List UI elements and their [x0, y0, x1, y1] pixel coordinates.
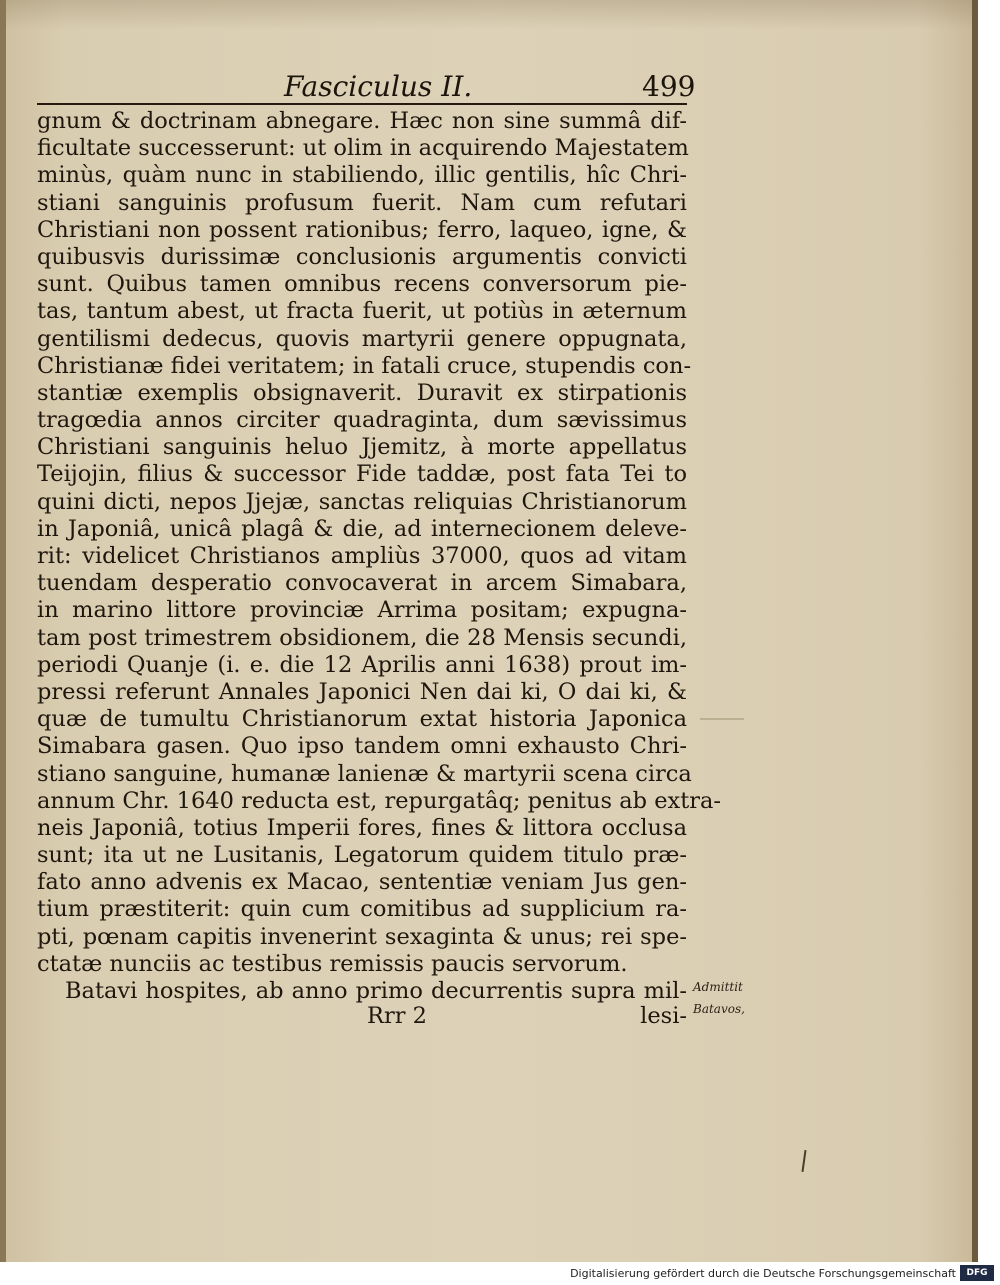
page-shadow — [6, 0, 978, 30]
text-line: pti, pœnam capitis invenerint sexaginta & unus; rei spe- — [37, 923, 687, 950]
text-line: tium præstiterit: quin cum comitibus ad supplicium ra- — [37, 896, 687, 923]
text-line: in marino littore provinciæ Arrima positam; expugna- — [37, 597, 687, 624]
text-line: gentilismi dedecus, quovis martyrii genere oppugnata, — [37, 325, 687, 352]
text-line: stiano sanguine, humanæ lanienæ & martyrii scena circa — [37, 760, 692, 787]
text-line: neis Japoniâ, totius Imperii fores, fines & littora occlusa — [37, 814, 687, 841]
marginal-note — [693, 976, 745, 1020]
text-line: Christiani non possent rationibus; ferro, laqueo, igne, & — [37, 216, 687, 243]
text-line: sunt; ita ut ne Lusitanis, Legatorum quidem titulo præ- — [37, 842, 687, 869]
text-line: pressi referunt Annales Japonici Nen dai ki, O dai ki, & — [37, 678, 687, 705]
text-line: quibusvis durissimæ conclusionis argumentis convicti — [37, 243, 687, 270]
text-line: tam post trimestrem obsidionem, die 28 Mensis secundi, — [37, 624, 687, 651]
signature-mark: Rrr 2 — [367, 1003, 427, 1029]
text-line: tuendam desperatio convocaverat in arcem Simabara, — [37, 570, 687, 597]
book-edge-right — [972, 0, 978, 1262]
page-footer — [37, 1003, 687, 1033]
text-line: annum Chr. 1640 reducta est, repurgatâq; penitus ab extra- — [37, 787, 722, 814]
marginal-note-line: Admittit — [693, 980, 743, 994]
text-line: periodi Quanje (i. e. die 12 Aprilis anni 1638) prout im- — [37, 651, 687, 678]
text-line: gnum & doctrinam abnegare. Hæc non sine summâ dif- — [37, 108, 687, 134]
catchword: lesi- — [640, 1003, 687, 1029]
text-line: Teijojin, filius & successor Fide taddæ, post fata Tei to — [37, 461, 687, 488]
running-title: Fasciculus II. — [284, 70, 473, 103]
text-line: ficultate successerunt: ut olim in acquirendo Majestatem — [37, 135, 689, 162]
text-line: ctatæ nunciis ac testibus remissis paucis servorum. — [37, 950, 628, 977]
text-line: Simabara gasen. Quo ipso tandem omni exhausto Chri- — [37, 733, 687, 760]
text-line: tragœdia annos circiter quadraginta, dum sævissimus — [37, 407, 687, 434]
text-line: quæ de tumultu Christianorum extat historia Japonica — [37, 706, 687, 733]
margin-mark — [700, 718, 744, 720]
text-line: stantiæ exemplis obsignaverit. Duravit ex stirpationis — [37, 379, 687, 406]
text-line: Christiani sanguinis heluo Jjemitz, à morte appellatus — [37, 434, 687, 461]
text-line: quini dicti, nepos Jjejæ, sanctas reliquias Christianorum — [37, 488, 687, 515]
text-line: Christianæ fidei veritatem; in fatali cruce, stupendis con- — [37, 352, 692, 379]
text-line: rit: videlicet Christianos ampliùs 37000, quos ad vitam — [37, 543, 687, 569]
text-line: in Japoniâ, unicâ plagâ & die, ad internecionem delevе- — [37, 515, 687, 542]
text-line-paragraph-start: Batavi hospites, ab anno primo decurrentis supra mil- — [65, 978, 687, 1004]
digitization-credit: Digitalisierung gefördert durch die Deutsche Forschungsgemeinschaft — [570, 1267, 956, 1280]
text-line: minùs, quàm nunc in stabiliendo, illic gentilis, hîc Chri- — [37, 162, 687, 189]
text-line: fato anno advenis ex Macao, sententiæ veniam Jus gen- — [37, 869, 687, 896]
text-line: stiani sanguinis profusum fuerit. Nam cum refutari — [37, 189, 687, 216]
dfg-logo: DFG — [960, 1265, 994, 1281]
page-number: 499 — [642, 70, 696, 103]
text-line: sunt. Quibus tamen omnibus recens conversorum pie- — [37, 271, 687, 298]
marginal-note-line: Batavos, — [693, 1002, 745, 1016]
header-rule — [37, 103, 687, 105]
text-line: tas, tantum abest, ut fracta fuerit, ut potiùs in æternum — [37, 298, 687, 325]
